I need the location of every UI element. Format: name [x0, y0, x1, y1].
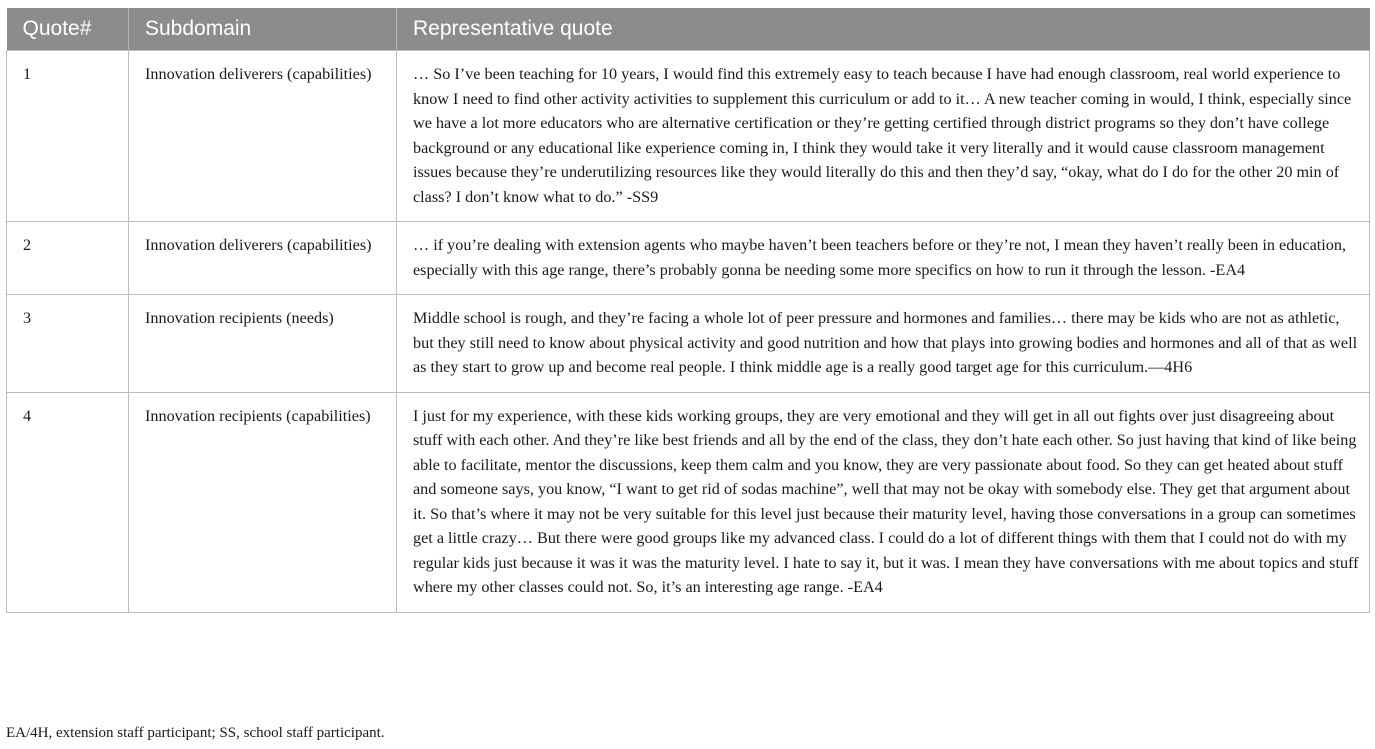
table-row	[7, 51, 1370, 222]
table-row	[7, 222, 1370, 295]
table-row	[7, 392, 1370, 612]
subdomain-cell: Innovation deliverers (capabilities)	[129, 222, 397, 295]
table-row	[7, 295, 1370, 393]
quote-number: 2	[7, 222, 129, 295]
quote-cell: I just for my experience, with these kids working groups, they are very emotional and they will get in all out fights over just disagreeing about stuff with each other. And they’re like best friends and all by the end of the class, they don’t hate each other. So just having that kind of like being able to facilitate, mentor the discussions, keep them calm and you know, they are very passionate about food. So they can get heated about stuff and someone says, you know, “I want to get rid of sodas machine”, well that may not be okay with somebody else. They get that argument about it. So that’s where it may not be very suitable for this level just because their maturity level, having those conversations in a group can sometimes get a little crazy… But there were good groups like my advanced class. I could do a lot of different things with them that I could not do with my regular kids just because it was it was the maturity level. I hate to say it, but it was. I mean they have conversations with me about topics and stuff where my other classes could not. So, it’s an interesting age range. -EA4	[397, 392, 1370, 612]
subdomain-cell: Innovation deliverers (capabilities)	[129, 51, 397, 222]
subdomain-cell: Innovation recipients (needs)	[129, 295, 397, 393]
quote-cell: … So I’ve been teaching for 10 years, I would find this extremely easy to teach because I have had enough classroom, real world experience to know I need to find other activity activities to supplement this curriculum or add to it… A new teacher coming in would, I think, especially since we have a lot more educators who are alternative certification or they’re getting certified through district programs so they don’t have college background or any educational like experience coming in, I think they would take it very literally and it would cause classroom management issues because they’re underutilizing resources like they would literally do this and then they’d say, “okay, what do I do for the other 20 min of class? I don’t know what to do.” -SS9	[397, 51, 1370, 222]
subdomain-cell: Innovation recipients (capabilities)	[129, 392, 397, 612]
quote-number: 1	[7, 51, 129, 222]
header-quote-number: Quote#	[7, 8, 129, 51]
quote-number: 3	[7, 295, 129, 393]
header-representative-quote: Representative quote	[397, 8, 1370, 51]
table-footnote: EA/4H, extension staff participant; SS, school staff participant.	[6, 725, 385, 741]
quotes-table	[6, 8, 1370, 613]
quote-cell: Middle school is rough, and they’re facing a whole lot of peer pressure and hormones and families… there may be kids who are not as athletic, but they still need to know about physical activity and good nutrition and how that plays into growing bodies and hormones and all of that as well as they start to grow up and become real people. I think middle age is a really good target age for this curriculum.—4H6	[397, 295, 1370, 393]
table-header	[7, 8, 1370, 51]
quote-number: 4	[7, 392, 129, 612]
quote-cell: … if you’re dealing with extension agents who maybe haven’t been teachers before or they’re not, I mean they haven’t really been in education, especially with this age range, there’s probably gonna be needing some more specifics on how to run it through the lesson. -EA4	[397, 222, 1370, 295]
header-subdomain: Subdomain	[129, 8, 397, 51]
